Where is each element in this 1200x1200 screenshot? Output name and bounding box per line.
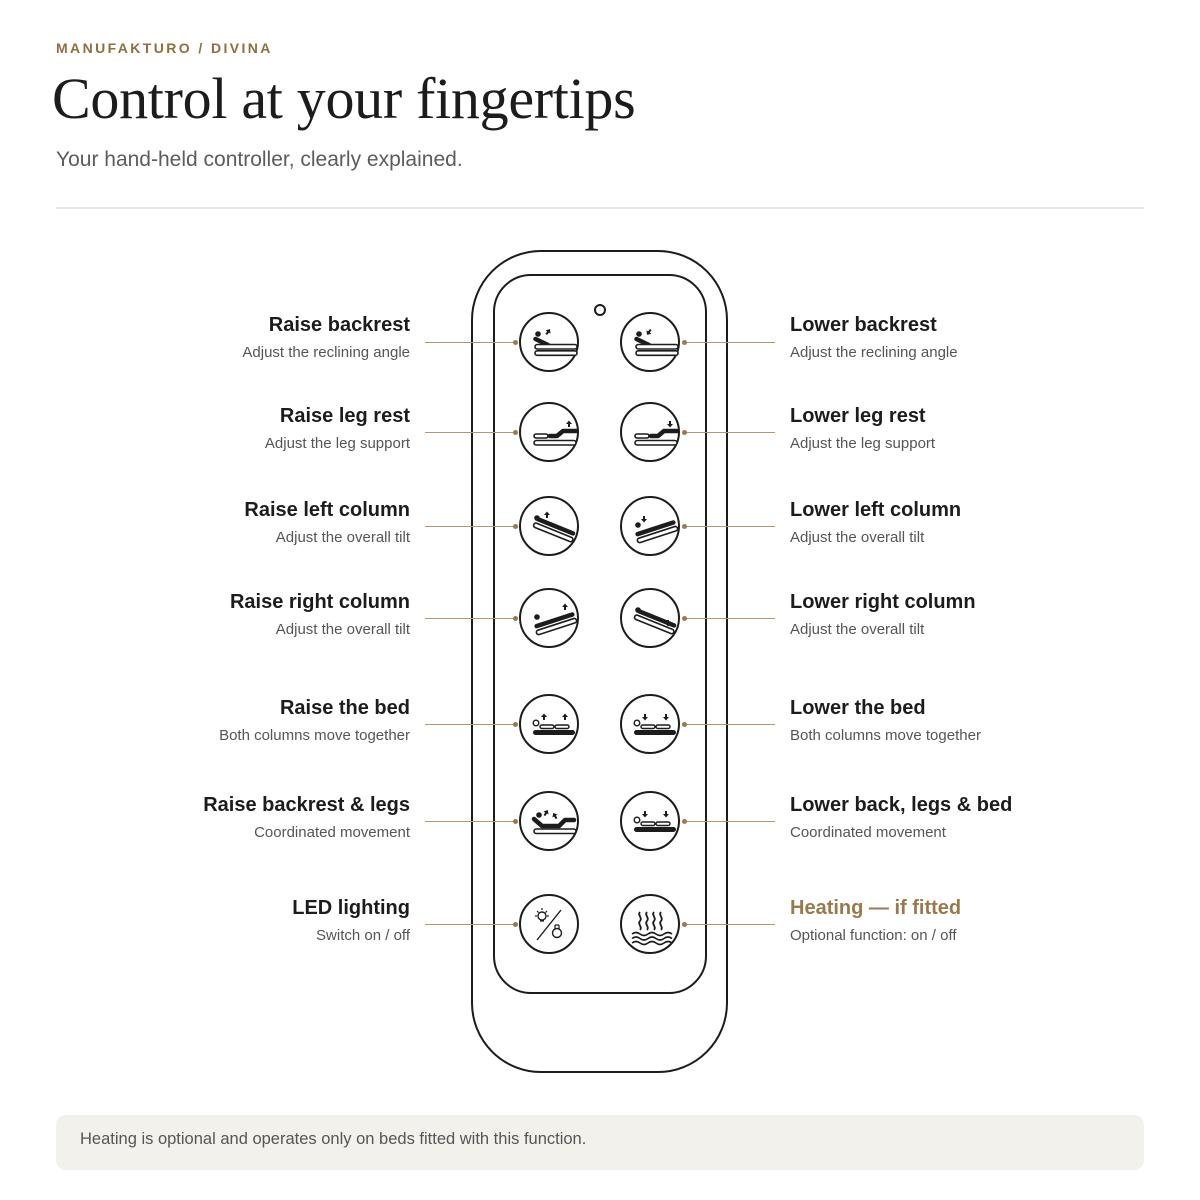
connector-dot [682, 616, 687, 621]
label-title: Raise the bed [279, 697, 410, 719]
raise-bed-button[interactable] [519, 694, 579, 754]
label-title: LED lighting [292, 897, 410, 919]
label-title: Lower leg rest [790, 405, 926, 427]
brand-eyebrow [56, 40, 273, 56]
connector-dot [682, 340, 687, 345]
led-lighting-button[interactable] [519, 894, 579, 954]
connector-line [425, 724, 517, 725]
connector-dot [513, 922, 518, 927]
label-title: Raise right column [229, 591, 410, 613]
connector-line [684, 618, 775, 619]
raise-leg-rest-icon [527, 410, 571, 454]
lower-bed-button[interactable] [620, 694, 680, 754]
label-lower-bed [790, 696, 981, 745]
lower-left-column-button[interactable] [620, 496, 680, 556]
label-led-lighting [292, 896, 410, 945]
label-raise-backrest-legs [203, 793, 410, 842]
heating-button[interactable] [620, 894, 680, 954]
label-subtitle: Adjust the leg support [790, 435, 936, 452]
lower-back-legs-bed-button[interactable] [620, 791, 680, 851]
connector-dot [513, 524, 518, 529]
label-subtitle: Adjust the leg support [264, 435, 410, 452]
label-title: Raise backrest & legs [203, 794, 410, 816]
label-raise-bed [219, 696, 410, 745]
footer-note: Heating is optional and operates only on beds fitted with this function. [56, 1115, 1144, 1170]
lower-backrest-icon [628, 320, 672, 364]
label-subtitle: Adjust the reclining angle [242, 344, 410, 361]
label-title: Lower backrest [790, 314, 937, 336]
connector-line [684, 821, 775, 822]
connector-dot [513, 430, 518, 435]
raise-left-column-icon [527, 504, 571, 548]
label-title: Raise leg rest [279, 405, 410, 427]
lower-leg-rest-button[interactable] [620, 402, 680, 462]
brand-model: DIVINA [210, 40, 273, 56]
header-divider [56, 207, 1144, 209]
label-subtitle: Optional function: on / off [790, 927, 957, 944]
label-raise-backrest [242, 313, 410, 362]
label-subtitle: Both columns move together [790, 727, 981, 744]
raise-bed-icon [527, 702, 571, 746]
connector-dot [682, 922, 687, 927]
raise-right-column-icon [527, 596, 571, 640]
label-title: Lower right column [790, 591, 976, 613]
page-subtitle: Your hand-held controller, clearly explained. [56, 148, 463, 171]
brand-separator: / [198, 40, 205, 56]
label-title: Raise backrest [268, 314, 410, 336]
raise-left-column-button[interactable] [519, 496, 579, 556]
raise-backrest-icon [527, 320, 571, 364]
label-subtitle: Both columns move together [219, 727, 410, 744]
lower-right-column-button[interactable] [620, 588, 680, 648]
label-lower-leg-rest [790, 404, 935, 453]
label-title: Lower left column [790, 499, 962, 521]
raise-right-column-button[interactable] [519, 588, 579, 648]
raise-backrest-legs-icon [527, 799, 571, 843]
lower-bed-icon [628, 702, 672, 746]
label-subtitle: Coordinated movement [254, 824, 410, 841]
raise-leg-rest-button[interactable] [519, 402, 579, 462]
label-title: Lower the bed [790, 697, 926, 719]
label-subtitle: Adjust the overall tilt [790, 529, 925, 546]
label-lower-left-column [790, 498, 961, 547]
connector-line [425, 618, 517, 619]
connector-line [684, 342, 775, 343]
connector-dot [513, 340, 518, 345]
connector-line [425, 432, 517, 433]
lower-backrest-button[interactable] [620, 312, 680, 372]
label-title: Heating — if fitted [790, 897, 962, 919]
brand-name: MANUFAKTURO [56, 40, 193, 56]
lower-back-legs-bed-icon [628, 799, 672, 843]
label-subtitle: Coordinated movement [790, 824, 946, 841]
label-subtitle: Adjust the overall tilt [275, 529, 410, 546]
page-title: Control at your fingertips [52, 66, 636, 131]
connector-dot [513, 616, 518, 621]
label-raise-leg-rest [265, 404, 410, 453]
label-title: Raise left column [244, 499, 410, 521]
label-subtitle: Adjust the overall tilt [275, 621, 410, 638]
label-lower-back-legs-bed [790, 793, 1012, 842]
connector-dot [682, 722, 687, 727]
label-raise-right-column [230, 590, 410, 639]
label-raise-left-column [244, 498, 410, 547]
connector-dot [682, 819, 687, 824]
label-subtitle: Adjust the overall tilt [790, 621, 925, 638]
raise-backrest-button[interactable] [519, 312, 579, 372]
label-lower-right-column [790, 590, 976, 639]
connector-line [684, 924, 775, 925]
label-heating [790, 896, 961, 945]
connector-line [425, 821, 517, 822]
lower-right-column-icon [628, 596, 672, 640]
connector-line [425, 342, 517, 343]
connector-dot [513, 819, 518, 824]
connector-dot [682, 430, 687, 435]
connector-line [684, 724, 775, 725]
connector-dot [513, 722, 518, 727]
status-led-indicator [594, 304, 606, 316]
lower-leg-rest-icon [628, 410, 672, 454]
connector-dot [682, 524, 687, 529]
label-subtitle: Switch on / off [316, 927, 410, 944]
label-title: Lower back, legs & bed [790, 794, 1013, 816]
label-lower-backrest [790, 313, 958, 362]
connector-line [425, 526, 517, 527]
label-subtitle: Adjust the reclining angle [790, 344, 958, 361]
connector-line [684, 432, 775, 433]
connector-line [684, 526, 775, 527]
lower-left-column-icon [628, 504, 672, 548]
connector-line [425, 924, 517, 925]
raise-backrest-legs-button[interactable] [519, 791, 579, 851]
heating-icon [628, 902, 672, 946]
led-lighting-icon [527, 902, 571, 946]
